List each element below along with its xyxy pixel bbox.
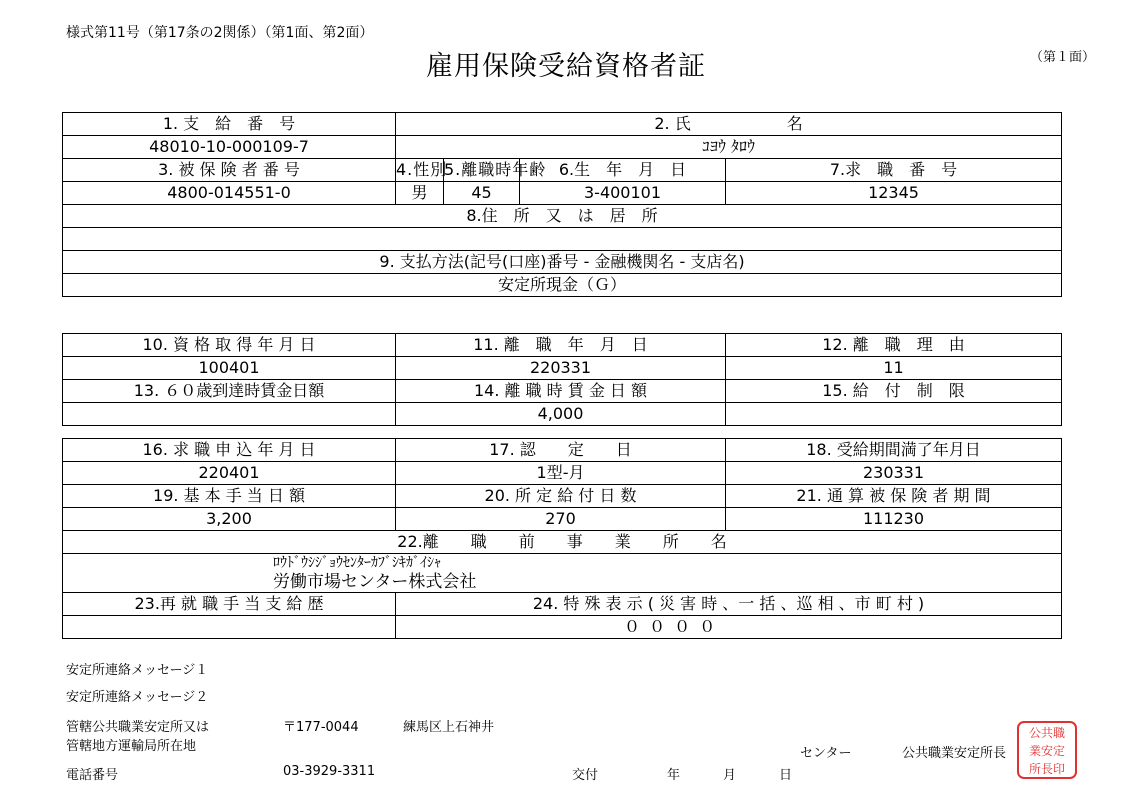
office-label-line1: 管轄公共職業安定所又は bbox=[66, 720, 210, 735]
separation-reason-value: 11 bbox=[726, 357, 1062, 380]
separation-wage-label: 14. 離 職 時 賃 金 日 額 bbox=[396, 380, 726, 403]
section-basic-info bbox=[62, 112, 1062, 297]
address-value bbox=[63, 228, 1062, 251]
office-message-2: 安定所連絡メッセージ２ bbox=[66, 690, 209, 705]
issued-day-label: 日 bbox=[779, 768, 793, 783]
payment-method-value: 安定所現金（Ｇ） bbox=[63, 274, 1062, 297]
age-label: 5.離職時年齢 bbox=[444, 159, 520, 182]
payment-method-label: 9. 支払方法(記号(口座)番号 - 金融機関名 - 支店名) bbox=[63, 251, 1062, 274]
payment-no-value: 48010-10-000109-7 bbox=[63, 136, 396, 159]
stamp-line-1: 公共職 bbox=[1028, 726, 1065, 740]
separation-reason-label: 12. 離 職 理 由 bbox=[726, 334, 1062, 357]
basic-daily-value: 3,200 bbox=[63, 508, 396, 531]
benefit-limit-value bbox=[726, 403, 1062, 426]
issued-label: 交付 bbox=[572, 768, 599, 783]
qualification-date-label: 10. 資 格 取 得 年 月 日 bbox=[63, 334, 396, 357]
certification-day-label: 17. 認 定 日 bbox=[396, 439, 726, 462]
birth-date-label: 6.生 年 月 日 bbox=[520, 159, 726, 182]
benefit-days-label: 20. 所 定 給 付 日 数 bbox=[396, 485, 726, 508]
total-period-value: 111230 bbox=[726, 508, 1062, 531]
office-label-line2: 管轄地方運輸局所在地 bbox=[66, 739, 197, 754]
employer-label: 22.離 職 前 事 業 所 名 bbox=[63, 531, 1062, 554]
basic-daily-label: 19. 基 本 手 当 日 額 bbox=[63, 485, 396, 508]
benefit-limit-label: 15. 給 付 制 限 bbox=[726, 380, 1062, 403]
job-apply-date-value: 220401 bbox=[63, 462, 396, 485]
section-qualification bbox=[62, 333, 1062, 426]
official-seal-stamp bbox=[1017, 721, 1077, 779]
issued-month-label: 月 bbox=[723, 768, 737, 783]
office-message-1: 安定所連絡メッセージ１ bbox=[66, 663, 209, 678]
employer-value bbox=[63, 554, 1062, 593]
separation-date-value: 220331 bbox=[396, 357, 726, 380]
sex-value: 男 bbox=[396, 182, 444, 205]
page-side-label: （第１面） bbox=[1030, 50, 1096, 65]
document-title: 雇用保険受給資格者証 bbox=[426, 51, 706, 82]
insured-no-value: 4800-014551-0 bbox=[63, 182, 396, 205]
postal-code: 〒177-0044 bbox=[283, 720, 359, 735]
stamp-line-2: 業安定 bbox=[1028, 744, 1065, 758]
payment-no-label: 1. 支 給 番 号 bbox=[63, 113, 396, 136]
separation-date-label: 11. 離 職 年 月 日 bbox=[396, 334, 726, 357]
job-apply-date-label: 16. 求 職 申 込 年 月 日 bbox=[63, 439, 396, 462]
reemployment-label: 23.再 就 職 手 当 支 給 歴 bbox=[63, 593, 396, 616]
center-label: センター bbox=[800, 746, 852, 761]
form-number: 様式第11号（第17条の2関係）（第1面、第2面） bbox=[66, 25, 374, 41]
stamp-line-3: 所長印 bbox=[1028, 762, 1065, 776]
age-value: 45 bbox=[444, 182, 520, 205]
special-display-value: ０ ０ ０ ０ bbox=[396, 616, 1062, 639]
section-benefits bbox=[62, 438, 1062, 639]
period-end-value: 230331 bbox=[726, 462, 1062, 485]
wage-at-60-label: 13. ６０歳到達時賃金日額 bbox=[63, 380, 396, 403]
job-no-value: 12345 bbox=[726, 182, 1062, 205]
chief-label: 公共職業安定所長 bbox=[902, 746, 1007, 761]
sex-label: 4.性別 bbox=[396, 159, 444, 182]
reemployment-value bbox=[63, 616, 396, 639]
office-address: 練馬区上石神井 bbox=[403, 720, 495, 735]
phone-label: 電話番号 bbox=[66, 768, 119, 783]
period-end-label: 18. 受給期間満了年月日 bbox=[726, 439, 1062, 462]
job-no-label: 7.求 職 番 号 bbox=[726, 159, 1062, 182]
name-label: 2. 氏 名 bbox=[396, 113, 1062, 136]
wage-at-60-value bbox=[63, 403, 396, 426]
address-label: 8.住 所 又 は 居 所 bbox=[63, 205, 1062, 228]
qualification-date-value: 100401 bbox=[63, 357, 396, 380]
employer-name: 労働市場センター株式会社 bbox=[273, 572, 477, 592]
special-display-label: 24. 特 殊 表 示 ( 災 害 時 、一 括 、巡 相 、市 町 村 ) bbox=[396, 593, 1062, 616]
separation-wage-value: 4,000 bbox=[396, 403, 726, 426]
benefit-days-value: 270 bbox=[396, 508, 726, 531]
name-value: ｺﾖｳ ﾀﾛｳ bbox=[396, 136, 1062, 159]
insured-no-label: 3. 被 保 険 者 番 号 bbox=[63, 159, 396, 182]
phone-number: 03-3929-3311 bbox=[283, 764, 376, 779]
birth-date-value: 3-400101 bbox=[520, 182, 726, 205]
total-period-label: 21. 通 算 被 保 険 者 期 間 bbox=[726, 485, 1062, 508]
issued-year-label: 年 bbox=[667, 768, 681, 783]
certification-day-value: 1型-月 bbox=[396, 462, 726, 485]
employer-kana: ﾛｳﾄﾞｳｼｼﾞｮｳｾﾝﾀｰｶﾌﾞｼｷｶﾞｲｼｬ bbox=[273, 555, 441, 571]
